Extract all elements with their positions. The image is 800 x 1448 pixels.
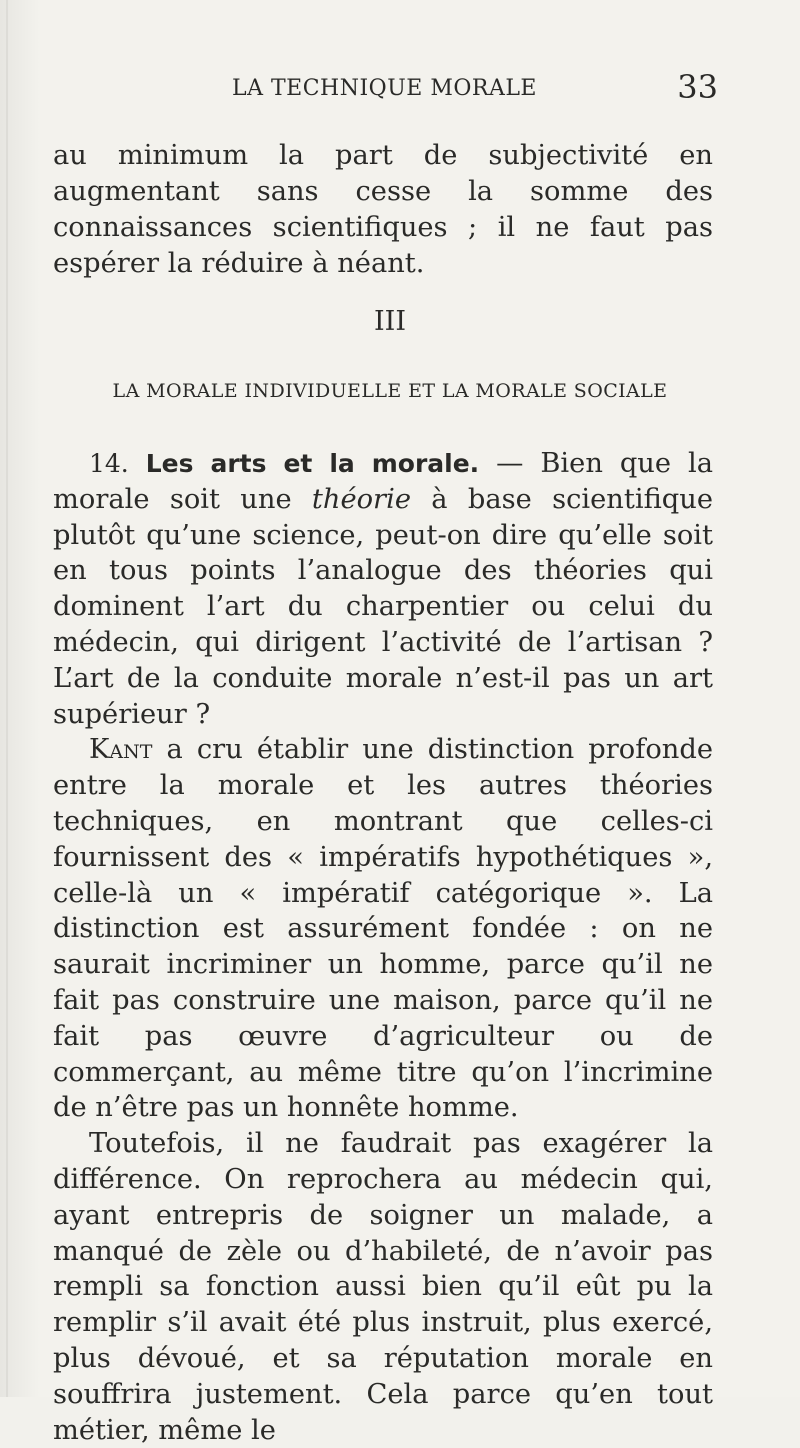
page-header <box>0 68 800 118</box>
paragraph-text-continued: à base scientifique plutôt qu’une science, peut-on dire qu’elle soit en tous points l’analogue des théories qui dominent l’art du charpentier ou celui du médecin, qui dirigent l’activité de l’artisan ? L’art de la conduite morale n’est-il pas un art supérieur ? <box>53 483 713 730</box>
section-title: LA MORALE INDIVIDUELLE ET LA MORALE SOCIALE <box>112 380 668 402</box>
section-number: III <box>374 306 406 337</box>
paragraph-kant <box>53 732 713 1126</box>
paragraph-number: 14. <box>89 449 129 478</box>
intro-paragraph: au minimum la part de subjectivité en augmentant sans cesse la somme des connaissances scientifiques ; il ne faut pas espérer la réduire à néant. <box>53 140 713 279</box>
page-number: 33 <box>677 68 718 106</box>
paragraph-14 <box>53 446 713 732</box>
running-title: LA TECHNIQUE MORALE <box>232 76 537 101</box>
paragraph-kant-text: a cru établir une distinction profonde entre la morale et les autres théories techniques, en montrant que celles-ci fournissent des « impératifs hypothétiques », celle-là un « impératif catégorique ». La distinction est assurément fondée : on ne saurait incriminer un homme, parce qu’il ne fait pas construire une maison, parce qu’il ne fait pas œuvre d’agriculteur ou de commerçant, au même titre qu’on l’incrimine de n’être pas un honnête homme. <box>53 734 713 1124</box>
name-kant: Kant <box>89 734 153 766</box>
paragraph-toutefois: Toutefois, il ne faudrait pas exagérer la différence. On reprochera au médecin qui, ayant entrepris de soigner un malade, a manqué de zèle ou d’habileté, de n’avoir pas rempli sa fonction aussi bien qu’il eût pu la remplir s’il avait été plus instruit, plus exercé, plus dévoué, et sa réputation morale en souffrira justement. Cela parce qu’en tout métier, même le <box>53 1128 713 1446</box>
paragraph-heading: Les arts et la morale. <box>145 449 480 478</box>
emphasis-theorie: théorie <box>311 483 411 515</box>
section-body <box>53 446 713 1448</box>
intro-paragraph-block <box>53 138 713 282</box>
paragraph-text: — Bien que la morale soit une <box>53 448 713 515</box>
page-edge-shadow <box>6 0 8 1397</box>
